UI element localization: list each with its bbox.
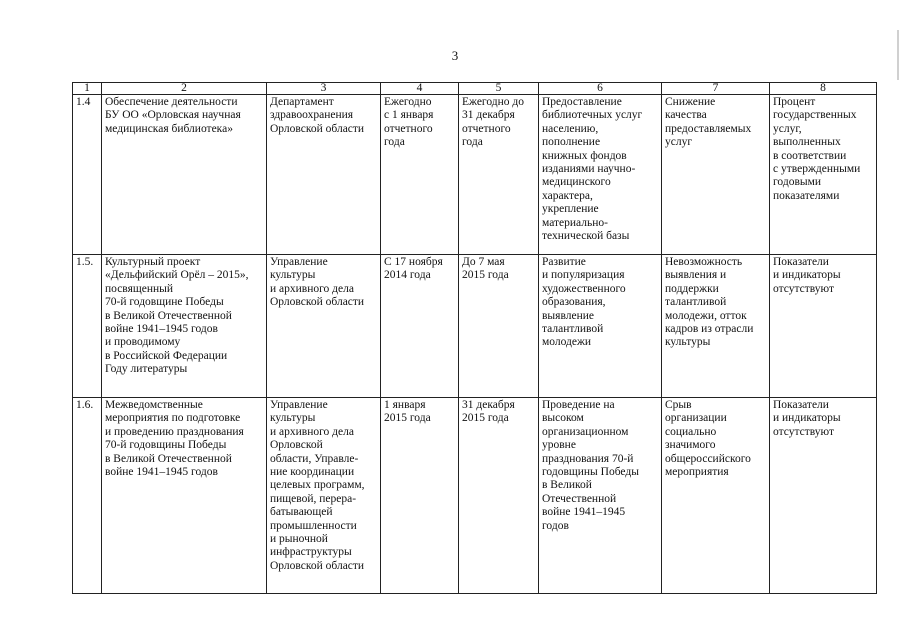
executor-cell: Управление культуры и архивного дела Орловской области, Управле- ние координации целевых программ, пищевой, перера- батывающей промышленности и рыночной инфраструктуры Орловской области (267, 398, 381, 594)
start-date-cell: 1 января 2015 года (381, 398, 459, 594)
scan-edge-mark (897, 30, 899, 80)
plan-table (72, 82, 877, 594)
executor-cell: Управление культуры и архивного дела Орловской области (267, 255, 381, 398)
header-cell: 6 (539, 83, 662, 95)
row-number: 1.5. (73, 255, 102, 398)
table-row (73, 95, 877, 255)
header-row (73, 83, 877, 95)
page-number: 3 (451, 48, 459, 63)
indicator-cell: Показатели и индикаторы отсутствуют (770, 255, 877, 398)
header-cell: 4 (381, 83, 459, 95)
header-cell: 1 (73, 83, 102, 95)
header-cell: 5 (459, 83, 539, 95)
indicator-cell: Процент государственных услуг, выполненных в соответствии с утвержденными годовыми показателями (770, 95, 877, 255)
result-cell: Проведение на высоком организационном уровне празднования 70-й годовщины Победы в Великой Отечественной войне 1941–1945 годов (539, 398, 662, 594)
end-date-cell: Ежегодно до 31 декабря отчетного года (459, 95, 539, 255)
activity-cell: Культурный проект «Дельфийский Орёл – 2015», посвященный 70-й годовщине Победы в Великой Отечественной войне 1941–1945 годов и проводимому в Российской Федерации Году литературы (102, 255, 267, 398)
indicator-cell: Показатели и индикаторы отсутствуют (770, 398, 877, 594)
table-row (73, 255, 877, 398)
end-date-cell: 31 декабря 2015 года (459, 398, 539, 594)
executor-cell: Департамент здравоохранения Орловской области (267, 95, 381, 255)
row-number: 1.4 (73, 95, 102, 255)
header-cell: 7 (662, 83, 770, 95)
header-cell: 8 (770, 83, 877, 95)
table-row (73, 398, 877, 594)
start-date-cell: С 17 ноября 2014 года (381, 255, 459, 398)
activity-cell: Межведомственные мероприятия по подготовке и проведению празднования 70-й годовщины Победы в Великой Отечественной войне 1941–1945 годов (102, 398, 267, 594)
start-date-cell: Ежегодно с 1 января отчетного года (381, 95, 459, 255)
result-cell: Развитие и популяризация художественного образования, выявление талантливой молодежи (539, 255, 662, 398)
header-cell: 3 (267, 83, 381, 95)
risk-cell: Невозможность выявления и поддержки талантливой молодежи, отток кадров из отрасли культуры (662, 255, 770, 398)
end-date-cell: До 7 мая 2015 года (459, 255, 539, 398)
risk-cell: Снижение качества предоставляемых услуг (662, 95, 770, 255)
result-cell: Предоставление библиотечных услуг населению, пополнение книжных фондов изданиями научно- медицинского характера, укрепление материально- технической базы (539, 95, 662, 255)
risk-cell: Срыв организации социально значимого общероссийского мероприятия (662, 398, 770, 594)
activity-cell: Обеспечение деятельности БУ ОО «Орловская научная медицинская библиотека» (102, 95, 267, 255)
header-cell: 2 (102, 83, 267, 95)
row-number: 1.6. (73, 398, 102, 594)
